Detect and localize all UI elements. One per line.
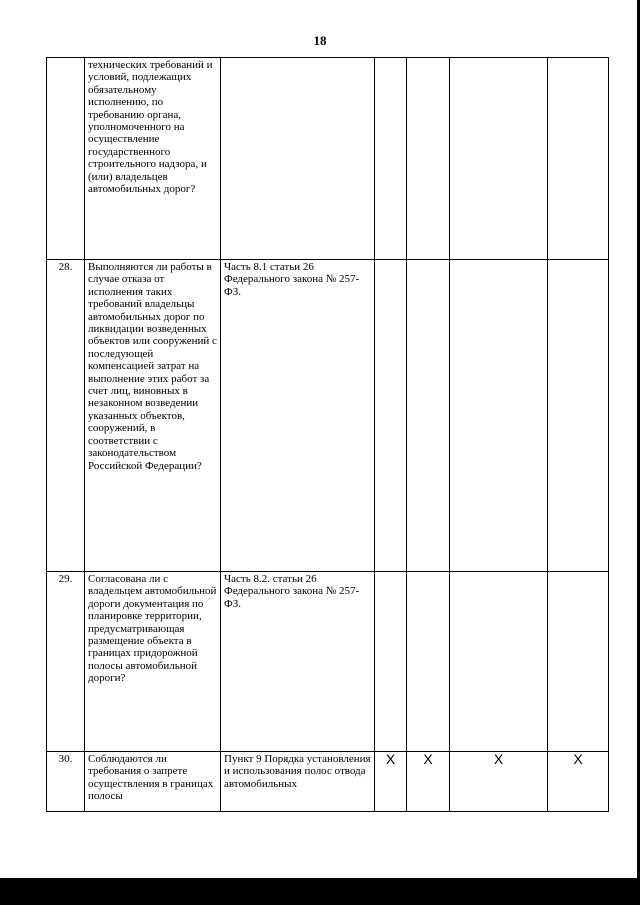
checklist-table: [46, 57, 609, 812]
mark-cell-not-applicable: X: [450, 752, 548, 812]
question-text: Выполняются ли работы в случае отказа от исполнения таких требований владельцы автомобильных дорог по ликвидации возведенных объектов или сооружений с последующей компенсацией затрат на выполнение этих работ за счет лиц, виновных в незаконном возведении указанных объектов, сооружений, в соответствии с законодательством Российской Федерации?: [85, 260, 221, 572]
mark-cell-note: X: [548, 752, 609, 812]
legal-reference: Пункт 9 Порядка установления и использования полос отвода автомобильных: [221, 752, 375, 812]
table-row: [47, 572, 609, 752]
mark-cell-yes: X: [375, 752, 407, 812]
mark-cell-no: X: [407, 752, 450, 812]
scan-edge-bottom: [0, 878, 640, 905]
row-number: [47, 58, 85, 260]
question-text: Согласована ли с владельцем автомобильной дороги документация по планировке территории, предусматривающая размещение объекта в границах придорожной полосы автомобильной дороги?: [85, 572, 221, 752]
mark-cell-not-applicable: [450, 260, 548, 572]
mark-cell-note: [548, 260, 609, 572]
row-number: 30.: [47, 752, 85, 812]
table-row: [47, 58, 609, 260]
legal-reference: [221, 58, 375, 260]
mark-cell-yes: [375, 58, 407, 260]
mark-cell-yes: [375, 260, 407, 572]
page-number: 18: [313, 33, 327, 48]
mark-cell-not-applicable: [450, 58, 548, 260]
legal-reference: Часть 8.1 статьи 26 Федерального закона № 257-ФЗ.: [221, 260, 375, 572]
row-number: 29.: [47, 572, 85, 752]
mark-cell-note: [548, 572, 609, 752]
question-text: Соблюдаются ли требования о запрете осуществления в границах полосы: [85, 752, 221, 812]
mark-cell-yes: [375, 572, 407, 752]
mark-cell-no: [407, 572, 450, 752]
table-row: [47, 260, 609, 572]
question-text: технических требований и условий, подлежащих обязательному исполнению, по требованию органа, уполномоченного на осуществление государственного строительного надзора, и (или) владельцев автомобильных дорог?: [85, 58, 221, 260]
mark-cell-no: [407, 58, 450, 260]
mark-cell-not-applicable: [450, 572, 548, 752]
row-number: 28.: [47, 260, 85, 572]
table-row: [47, 752, 609, 812]
mark-cell-note: [548, 58, 609, 260]
mark-cell-no: [407, 260, 450, 572]
legal-reference: Часть 8.2. статьи 26 Федерального закона № 257-ФЗ.: [221, 572, 375, 752]
